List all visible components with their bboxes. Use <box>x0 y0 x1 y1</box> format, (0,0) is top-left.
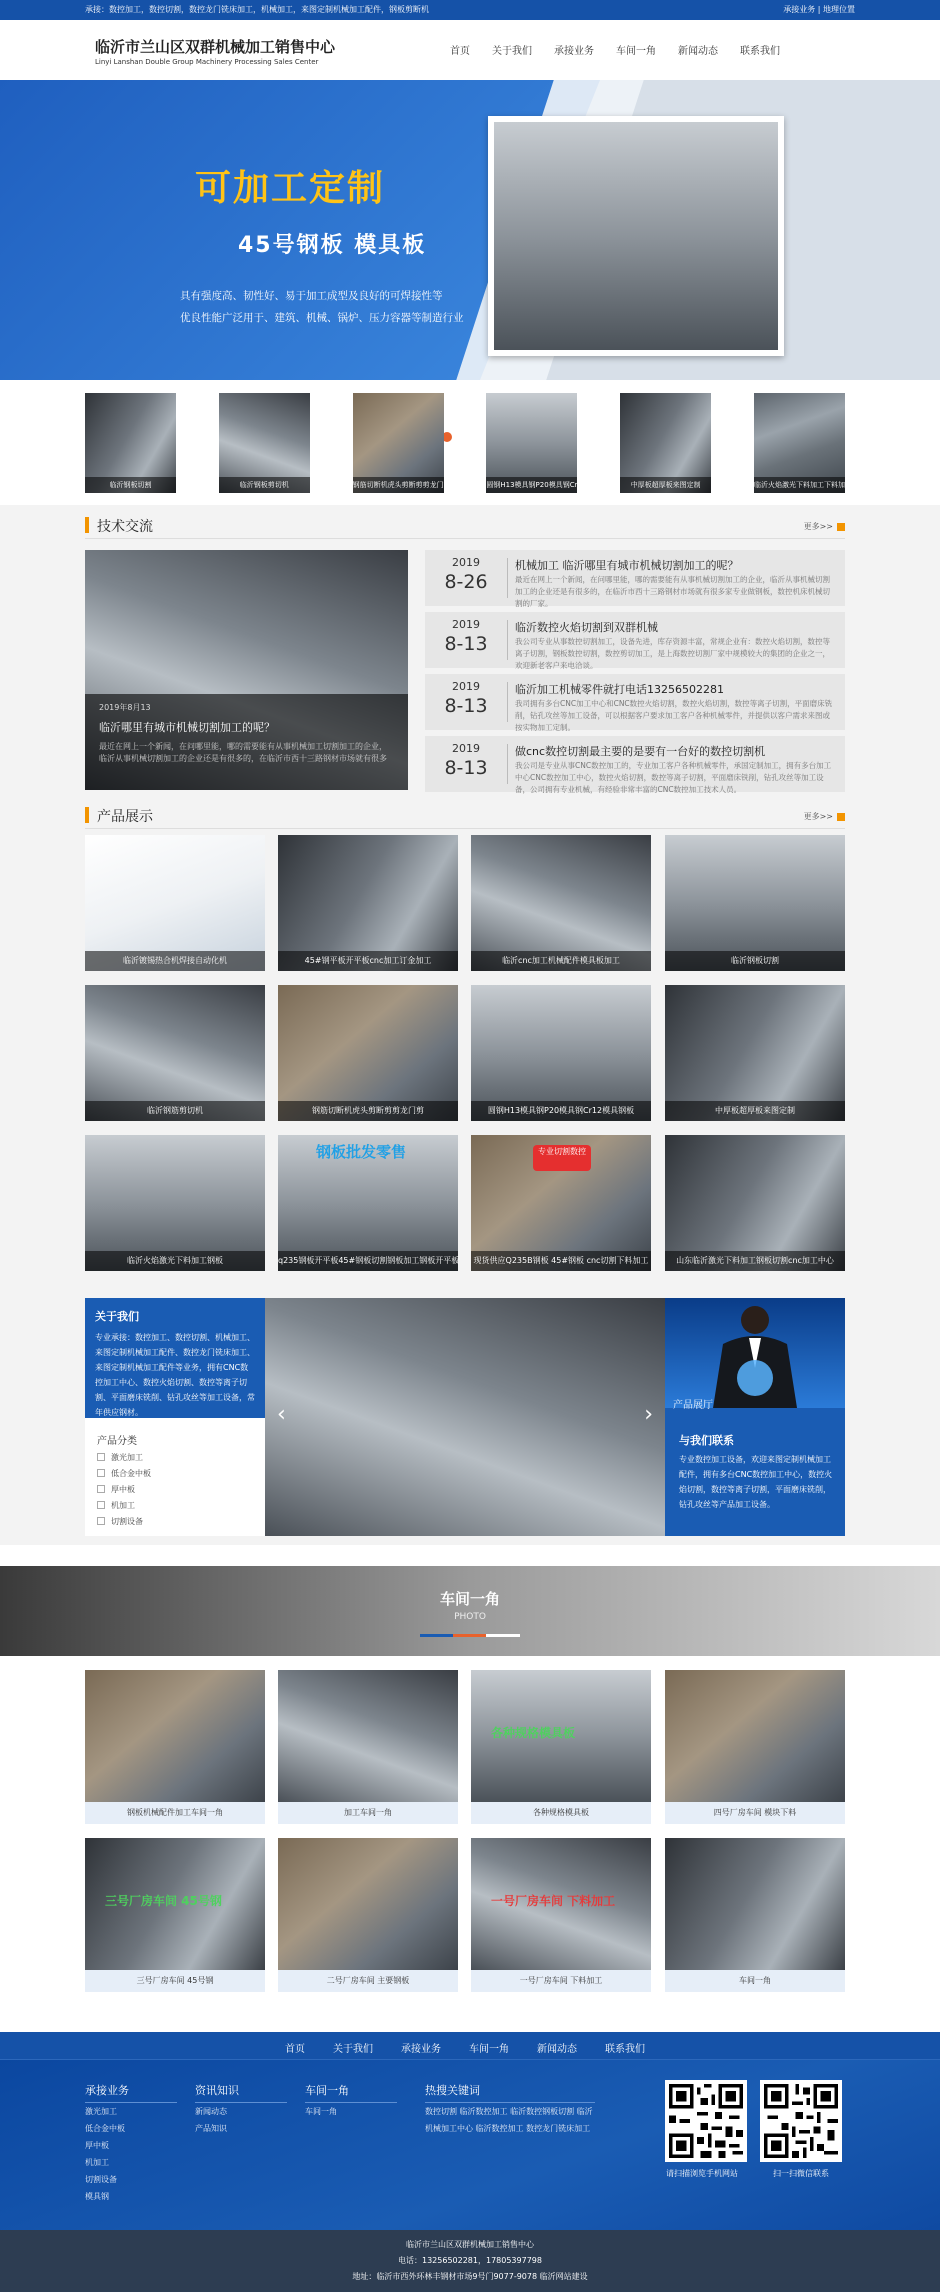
hero-banner[interactable] <box>0 80 940 380</box>
nav-business[interactable]: 承接业务 <box>554 46 594 57</box>
news-day: 8-13 <box>444 695 488 717</box>
checkbox-icon <box>97 1469 105 1477</box>
workshop-caption: 三号厂房车间 45号钢 <box>136 1976 214 1985</box>
thumb-item[interactable] <box>219 393 310 493</box>
workshop-caption: 一号厂房车间 下料加工 <box>519 1976 603 1985</box>
workshop-card[interactable] <box>278 1838 458 1992</box>
workshop-card[interactable] <box>85 1838 265 1992</box>
category-item[interactable]: 激光加工 <box>97 1450 151 1466</box>
feature-date: 2019年8月13 <box>99 703 151 712</box>
footer-nav-home[interactable]: 首页 <box>285 2044 305 2055</box>
tech-section-header <box>85 515 845 539</box>
banner-desc-line1: 具有强度高、韧性好、易于加工成型及良好的可焊接性等 <box>180 290 443 302</box>
news-item[interactable] <box>425 550 845 606</box>
about-section <box>85 1298 845 1536</box>
logo-subtitle: Linyi Lanshan Double Group Machinery Processing Sales Center <box>95 58 319 66</box>
product-caption: 钢筋切断机虎头剪断剪剪龙门剪 <box>278 1101 458 1121</box>
checkbox-icon <box>97 1485 105 1493</box>
nav-workshop[interactable]: 车间一角 <box>616 46 656 57</box>
footer-link[interactable]: 低合金中板 <box>85 2124 125 2133</box>
workshop-card[interactable] <box>471 1838 651 1992</box>
chevron-left-icon[interactable]: ‹ <box>277 1402 286 1427</box>
about-text: 专业承接：数控加工、数控切割、机械加工、来图定制机械加工配件、数控龙门铣床加工、来图定制机械加工配件等业务，拥有CNC数控加工中心、数控火焰切割、数控等离子切割、平面磨床铣削、钻孔攻丝等加工设备，常年供应钢材。 <box>95 1333 255 1417</box>
feature-desc: 最近在网上一个新闻，在问哪里能，哪的需要能有从事机械加工切割加工的企业，临沂从事机械切割加工的企业还是有很多的，在临沂市西十三路钢材市场就有很多 <box>99 742 387 763</box>
about-slider[interactable] <box>265 1298 665 1536</box>
copyright-company: 临沂市兰山区双群机械加工销售中心 <box>406 2240 534 2249</box>
copyright-bar <box>0 2230 940 2292</box>
nav-home[interactable]: 首页 <box>450 46 470 57</box>
copyright-address[interactable]: 地址：临沂市西外环林丰钢材市场9号门9077-9078 临沂网站建设 <box>352 2272 588 2281</box>
nav-news[interactable]: 新闻动态 <box>678 46 718 57</box>
news-title[interactable]: 做cnc数控切割最主要的是要有一台好的数控切割机 <box>515 745 766 758</box>
news-day: 8-13 <box>444 757 488 779</box>
product-caption: 圆钢H13模具钢P20模具钢Cr12模具钢板 <box>471 1101 651 1121</box>
category-item[interactable]: 切割设备 <box>97 1514 151 1530</box>
tech-section-title: 技术交流 <box>97 519 153 535</box>
category-item[interactable]: 机加工 <box>97 1498 151 1514</box>
product-caption: 临沂镀锡热合机焊接自动化机 <box>85 951 265 971</box>
footer-col-title: 承接业务 <box>85 2082 177 2103</box>
category-item[interactable]: 低合金中板 <box>97 1466 151 1482</box>
thumb-caption: 钢筋切断机虎头剪断剪剪龙门剪 <box>353 477 444 493</box>
thumb-item[interactable] <box>753 393 852 493</box>
product-caption: 临沂钢板切割 <box>665 951 845 971</box>
footer-link[interactable]: 产品知识 <box>195 2124 227 2133</box>
product-card[interactable] <box>471 985 651 1121</box>
product-card[interactable] <box>278 835 458 971</box>
product-caption: 临沂cnc加工机械配件模具板加工 <box>471 951 651 971</box>
product-card[interactable] <box>665 985 845 1121</box>
category-title: 产品分类 <box>97 1436 137 1447</box>
product-caption: 山东临沂激光下料加工钢板切割cnc加工中心 <box>665 1251 845 1271</box>
top-bar <box>0 0 940 20</box>
footer-col-workshop <box>305 2082 397 2120</box>
workshop-caption: 四号厂房车间 模块下料 <box>713 1808 797 1817</box>
products-section-title: 产品展示 <box>97 809 153 825</box>
section-marker <box>85 517 89 533</box>
tech-feature-card[interactable] <box>85 550 408 790</box>
workshop-card[interactable] <box>85 1670 265 1824</box>
product-card[interactable] <box>278 1135 458 1271</box>
product-caption: 现货供应Q235B钢板 45#钢板 cnc切割下料加工 <box>471 1251 651 1271</box>
qr-caption-mobile: 请扫描浏览手机网站 <box>666 2169 738 2178</box>
product-thumb-strip <box>85 393 852 493</box>
workshop-caption: 各种规格模具板 <box>533 1808 589 1817</box>
checkbox-icon <box>97 1501 105 1509</box>
product-caption: 临沂火焰激光下料加工钢板 <box>85 1251 265 1271</box>
thumb-caption: 圆钢H13模具钢P20模具钢Cr12钢板 <box>486 477 577 493</box>
logo-title[interactable]: 临沂市兰山区双群机械加工销售中心 <box>95 38 336 56</box>
banner-title: 可加工定制 <box>195 168 386 209</box>
thumb-caption: 临沂火焰激光下料加工下料加工 <box>754 477 845 493</box>
workshop-caption: 车间一角 <box>739 1976 771 1985</box>
site-footer <box>0 2060 940 2230</box>
footer-link[interactable]: 切割设备 <box>85 2175 117 2184</box>
news-year: 2019 <box>452 618 480 631</box>
product-watermark: 钢板批发零售 <box>316 1143 407 1161</box>
footer-nav-business[interactable]: 承接业务 <box>401 2044 441 2055</box>
banner-photo <box>488 116 784 356</box>
footer-nav <box>0 2032 940 2060</box>
product-card[interactable] <box>85 985 265 1121</box>
footer-link[interactable]: 新闻动态 <box>195 2107 227 2116</box>
workshop-caption: 加工车间一角 <box>344 1808 392 1817</box>
thumb-caption: 中厚板超厚板来图定制 <box>620 477 711 493</box>
workshop-card[interactable] <box>665 1670 845 1824</box>
footer-link[interactable]: 机加工 <box>85 2158 109 2167</box>
news-desc: 我司拥有多台CNC加工中心和CNC数控火焰切割，数控火焰切割，数控等离子切割，平面磨床铣削，钻孔攻丝等加工设备，可以根据客户要求加工客户各种机械零件，并提供以客户需求来图或按实物加工定制。 <box>515 699 833 732</box>
contact-title[interactable]: 与我们联系 <box>679 1434 734 1447</box>
footer-nav-workshop[interactable]: 车间一角 <box>469 2044 509 2055</box>
workshop-subtitle: PHOTO <box>454 1612 486 1622</box>
checkbox-icon <box>97 1453 105 1461</box>
section-marker <box>85 807 89 823</box>
services-text: 承接：数控加工，数控切割，数控龙门铣床加工，机械加工，来图定制机械加工配件，钢板剪断机 <box>85 5 429 14</box>
news-day: 8-26 <box>444 571 488 593</box>
news-title[interactable]: 机械加工 临沂哪里有城市机械切割加工的呢？ <box>515 559 739 572</box>
thumb-item[interactable] <box>620 393 711 493</box>
category-item[interactable]: 厚中板 <box>97 1482 151 1498</box>
hot-keywords-title: 热搜关键词 <box>425 2082 595 2103</box>
workshop-caption: 二号厂房车间 主要钢板 <box>326 1976 410 1985</box>
product-caption: q235钢板开平板45#钢板切割钢板加工钢板开平板 <box>278 1251 458 1271</box>
nav-contact[interactable]: 联系我们 <box>740 46 780 57</box>
tech-more-link[interactable]: 更多>> <box>804 521 845 532</box>
category-list <box>97 1450 151 1530</box>
about-title[interactable]: 关于我们 <box>95 1310 139 1323</box>
workshop-underline <box>420 1634 520 1637</box>
thumb-item[interactable] <box>352 393 451 493</box>
footer-link[interactable]: 模具钢 <box>85 2192 109 2201</box>
workshop-watermark: 各种规格模具板 <box>491 1726 576 1740</box>
workshop-caption: 钢板机械配件加工车间一角 <box>127 1808 223 1817</box>
news-desc: 我公司专业从事数控切割加工，设备先进，库存资源丰富，常规企业有：数控火焰切割，数控等离子切割，钢板数控切割，数控剪切加工，是上海数控切割厂家中规模较大的集团的企业之一，欢迎新老客户来电洽谈。 <box>515 637 830 670</box>
more-arrow-icon <box>837 813 845 821</box>
footer-link[interactable]: 厚中板 <box>85 2141 109 2150</box>
more-arrow-icon <box>837 523 845 531</box>
product-card[interactable] <box>471 835 651 971</box>
news-desc: 最近在网上一个新闻，在问哪里能，哪的需要能有从事机械切割加工的企业，临沂从事机械切割加工的企业还是有很多的，在临沂市西十三路钢材市场就有很多家专业做钢板，数控机床机械切割的厂家。 <box>515 575 830 608</box>
thumb-caption: 临沂钢板剪切机 <box>219 477 310 493</box>
workshop-card[interactable] <box>665 1838 845 1992</box>
footer-col-business <box>85 2082 177 2205</box>
businessman-image <box>665 1298 845 1408</box>
product-card[interactable] <box>471 1135 651 1271</box>
nav-about[interactable]: 关于我们 <box>492 46 532 57</box>
chevron-right-icon[interactable]: › <box>644 1402 653 1427</box>
checkbox-icon <box>97 1517 105 1525</box>
footer-nav-about[interactable]: 关于我们 <box>333 2044 373 2055</box>
news-item[interactable] <box>425 674 845 730</box>
about-right-panel <box>665 1298 845 1536</box>
news-title[interactable]: 临沂数控火焰切割到双群机械 <box>515 621 658 634</box>
footer-nav-news[interactable]: 新闻动态 <box>537 2044 577 2055</box>
news-day: 8-13 <box>444 633 488 655</box>
product-card[interactable] <box>665 835 845 971</box>
main-nav <box>450 42 802 57</box>
product-card[interactable] <box>278 985 458 1121</box>
news-list <box>425 550 845 798</box>
news-title[interactable]: 临沂加工机械零件就打电话13256502281 <box>515 683 724 696</box>
footer-nav-contact[interactable]: 联系我们 <box>605 2044 645 2055</box>
product-caption: 中厚板超厚板来图定制 <box>665 1101 845 1121</box>
hall-title[interactable]: 产品展厅 <box>673 1400 713 1411</box>
thumb-caption: 临沂钢板切割 <box>85 477 176 493</box>
workshop-title: 车间一角 <box>439 1590 500 1608</box>
feature-title[interactable]: 临沂哪里有城市机械切割加工的呢？ <box>99 721 275 734</box>
qr-code-wechat <box>760 2080 842 2162</box>
thumb-item[interactable] <box>486 393 601 493</box>
news-desc: 我公司是专业从事CNC数控加工的，专业加工客户各种机械零件，承国定制加工，拥有多台加工中心CNC数控加工中心，数控火焰切割，数控等离子切割，平面磨床铣削，钻孔攻丝等加工设备，公司拥有专业机械，有经验非常丰富的CNC数控加工技术人员。 <box>515 761 832 794</box>
news-year: 2019 <box>452 556 480 569</box>
products-more-link[interactable]: 更多>> <box>804 811 845 822</box>
news-item[interactable] <box>425 736 845 792</box>
product-card[interactable] <box>85 835 265 971</box>
workshop-banner <box>0 1566 940 1656</box>
about-left-panel <box>85 1298 265 1536</box>
product-badge: 专业切割数控 <box>533 1145 591 1171</box>
footer-link[interactable]: 激光加工 <box>85 2107 117 2116</box>
banner-desc-line2: 优良性能广泛用于、建筑、机械、锅炉、压力容器等制造行业 <box>180 312 464 324</box>
qr-caption-wechat: 扫一扫微信联系 <box>773 2169 829 2178</box>
footer-col-title: 资讯知识 <box>195 2082 287 2103</box>
hot-keywords-text[interactable]: 数控切割 临沂数控加工 临沂数控钢板切割 临沂机械加工中心 临沂数控加工 数控龙门铣床加工 <box>425 2107 593 2133</box>
workshop-watermark: 三号厂房车间 45号钢 <box>105 1894 222 1908</box>
contact-text: 专业数控加工设备，欢迎来图定制机械加工配件，拥有多台CNC数控加工中心，数控火焰切割，数控等离子切割，平面磨床铣削，钻孔攻丝等产品加工设备。 <box>679 1455 833 1509</box>
topbar-links[interactable]: 承接业务 | 地理位置 <box>783 5 855 14</box>
site-header <box>0 20 940 80</box>
news-year: 2019 <box>452 742 480 755</box>
products-section-header <box>85 805 845 829</box>
workshop-watermark: 一号厂房车间 下料加工 <box>491 1894 616 1908</box>
copyright-phone: 电话：13256502281，17805397798 <box>398 2256 542 2265</box>
footer-col-news <box>195 2082 287 2137</box>
qr-code-mobile <box>665 2080 747 2162</box>
product-caption: 临沂钢筋剪切机 <box>85 1101 265 1121</box>
news-item[interactable] <box>425 612 845 668</box>
product-card[interactable] <box>665 1135 845 1271</box>
thumb-item[interactable] <box>85 393 176 493</box>
footer-link[interactable]: 车间一角 <box>305 2107 337 2116</box>
footer-col-title: 车间一角 <box>305 2082 397 2103</box>
footer-hot-keywords <box>425 2082 595 2137</box>
product-caption: 45#钢平板开平板cnc加工订金加工 <box>278 951 458 971</box>
product-card[interactable] <box>85 1135 265 1271</box>
workshop-card[interactable] <box>278 1670 458 1824</box>
workshop-card[interactable] <box>471 1670 651 1824</box>
banner-subtitle: 45号钢板 模具板 <box>238 233 427 258</box>
news-year: 2019 <box>452 680 480 693</box>
